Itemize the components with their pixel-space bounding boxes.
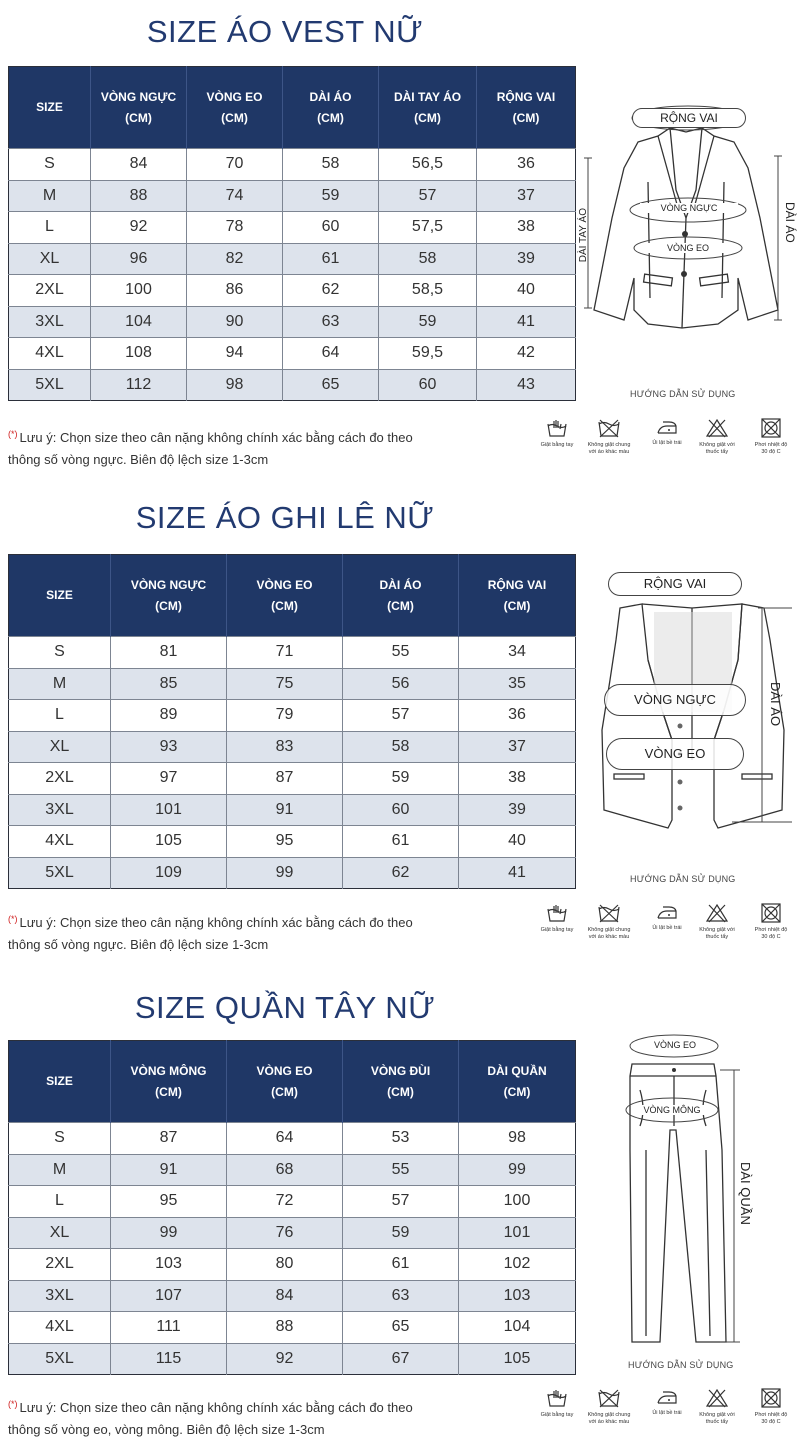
size-cell: L: [9, 700, 111, 732]
measurement-cell: 101: [459, 1217, 576, 1249]
care-label: Phơi nhiệt độ 30 độ C: [754, 927, 788, 940]
care-item: [690, 903, 744, 941]
note-line-2: thông số vòng ngực. Biên độ lệch size 1-3cm: [8, 937, 269, 952]
measurement-cell: 65: [283, 369, 379, 401]
size-cell: 5XL: [9, 857, 111, 889]
measurement-cell: 40: [477, 275, 576, 307]
no-wash-with-colors-icon: [582, 903, 636, 923]
size-cell: M: [9, 668, 111, 700]
measurement-cell: 59: [283, 180, 379, 212]
care-item: [690, 418, 744, 456]
size-cell: 3XL: [9, 1280, 111, 1312]
trousers-length-label: DÀI QUẦN: [738, 1162, 753, 1225]
measurement-cell: 99: [459, 1154, 576, 1186]
table-row: [9, 180, 576, 212]
table-row: [9, 243, 576, 275]
column-header: DÀI QUẦN (CM): [459, 1041, 576, 1123]
table-row: [9, 275, 576, 307]
measurement-cell: 89: [111, 700, 227, 732]
care-label: Ủi lật bề trái: [652, 1410, 682, 1416]
iron-reverse-icon: [640, 418, 694, 436]
measurement-cell: 62: [283, 275, 379, 307]
no-bleach-icon: [690, 903, 744, 923]
care-instructions: [530, 1388, 798, 1432]
measurement-cell: 81: [111, 637, 227, 669]
care-item: [640, 1388, 694, 1417]
measurement-cell: 37: [477, 180, 576, 212]
measurement-cell: 78: [187, 212, 283, 244]
measurement-cell: 93: [111, 731, 227, 763]
measurement-cell: 59: [379, 306, 477, 338]
measurement-cell: 87: [227, 763, 343, 795]
care-item: [640, 903, 694, 932]
measurement-cell: 58: [343, 731, 459, 763]
waist-label: VÒNG EO: [646, 243, 730, 253]
measurement-cell: 42: [477, 338, 576, 370]
measurement-cell: 38: [459, 763, 576, 795]
size-cell: 2XL: [9, 1249, 111, 1281]
dry-30-degrees-icon: [744, 903, 798, 923]
table-row: [9, 826, 576, 858]
size-cell: M: [9, 1154, 111, 1186]
care-label: Ủi lật bề trái: [652, 925, 682, 931]
measurement-cell: 102: [459, 1249, 576, 1281]
note-line-1: Lưu ý: Chọn size theo cân nặng không chính xác bằng cách đo theo: [19, 430, 413, 445]
measurement-cell: 55: [343, 637, 459, 669]
table-row: [9, 1249, 576, 1281]
note-asterisk: (*): [8, 914, 18, 924]
column-header: RỘNG VAI (CM): [477, 67, 576, 149]
column-header: SIZE: [9, 555, 111, 637]
column-header: VÒNG ĐÙI (CM): [343, 1041, 459, 1123]
measurement-cell: 105: [459, 1343, 576, 1375]
measurement-cell: 60: [283, 212, 379, 244]
measurement-cell: 100: [459, 1186, 576, 1218]
measurement-cell: 104: [91, 306, 187, 338]
measurement-cell: 65: [343, 1312, 459, 1344]
table-row: [9, 857, 576, 889]
size-cell: 4XL: [9, 338, 91, 370]
measurement-cell: 59: [343, 763, 459, 795]
measurement-cell: 57: [343, 700, 459, 732]
measurement-cell: 97: [111, 763, 227, 795]
care-label: Không giặt với thuốc tẩy: [699, 442, 735, 455]
measurement-cell: 53: [343, 1123, 459, 1155]
care-item: [582, 903, 636, 941]
dry-30-degrees-icon: [744, 418, 798, 438]
care-item: [530, 418, 584, 449]
care-item: [640, 418, 694, 447]
vest-illustration: [578, 98, 800, 338]
measurement-cell: 76: [227, 1217, 343, 1249]
care-item: [690, 1388, 744, 1426]
measurement-cell: 115: [111, 1343, 227, 1375]
measurement-cell: 88: [91, 180, 187, 212]
table-row: [9, 306, 576, 338]
measurement-cell: 37: [459, 731, 576, 763]
measurement-cell: 91: [111, 1154, 227, 1186]
trousers-size-note: [8, 1397, 478, 1441]
dry-30-degrees-icon: [744, 1388, 798, 1408]
size-cell: S: [9, 149, 91, 181]
measurement-cell: 56: [343, 668, 459, 700]
measurement-cell: 41: [477, 306, 576, 338]
size-cell: 5XL: [9, 1343, 111, 1375]
size-cell: XL: [9, 243, 91, 275]
measurement-cell: 36: [477, 149, 576, 181]
measurement-cell: 105: [111, 826, 227, 858]
usage-guide-title: HƯỚNG DẪN SỬ DỤNG: [628, 1360, 734, 1370]
no-bleach-icon: [690, 1388, 744, 1408]
note-line-1: Lưu ý: Chọn size theo cân nặng không chính xác bằng cách đo theo: [19, 915, 413, 930]
table-row: [9, 1217, 576, 1249]
measurement-cell: 104: [459, 1312, 576, 1344]
care-label: Không giặt với thuốc tẩy: [699, 927, 735, 940]
column-header: SIZE: [9, 1041, 111, 1123]
table-header-row: [9, 1041, 576, 1123]
measurement-cell: 67: [343, 1343, 459, 1375]
measurement-cell: 86: [187, 275, 283, 307]
measurement-cell: 62: [343, 857, 459, 889]
size-cell: 5XL: [9, 369, 91, 401]
table-row: [9, 1186, 576, 1218]
trousers-illustration: [610, 1030, 800, 1350]
care-instructions: [530, 903, 798, 947]
size-cell: 3XL: [9, 794, 111, 826]
measurement-cell: 100: [91, 275, 187, 307]
measurement-cell: 36: [459, 700, 576, 732]
table-row: [9, 1280, 576, 1312]
measurement-cell: 38: [477, 212, 576, 244]
measurement-cell: 61: [283, 243, 379, 275]
column-header: SIZE: [9, 67, 91, 149]
waistcoat-figure: [592, 560, 797, 830]
measurement-cell: 103: [111, 1249, 227, 1281]
measurement-cell: 57: [343, 1186, 459, 1218]
no-wash-with-colors-icon: [582, 418, 636, 438]
table-row: [9, 731, 576, 763]
hand-wash-icon: [530, 903, 584, 923]
column-header: VÒNG EO (CM): [227, 555, 343, 637]
care-label: Không giặt chung với áo khác màu: [587, 442, 631, 455]
measurement-cell: 109: [111, 857, 227, 889]
column-header: DÀI ÁO (CM): [343, 555, 459, 637]
table-row: [9, 700, 576, 732]
measurement-cell: 98: [187, 369, 283, 401]
measurement-cell: 84: [91, 149, 187, 181]
waist-label: VÒNG EO: [606, 738, 744, 770]
chest-label: VÒNG NGỰC: [640, 203, 738, 213]
table-row: [9, 1312, 576, 1344]
measurement-cell: 63: [343, 1280, 459, 1312]
measurement-cell: 61: [343, 1249, 459, 1281]
care-label: Phơi nhiệt độ 30 độ C: [754, 442, 788, 455]
measurement-cell: 84: [227, 1280, 343, 1312]
size-cell: 4XL: [9, 1312, 111, 1344]
sleeve-length-label: DÀI TAY ÁO: [578, 208, 589, 263]
measurement-cell: 101: [111, 794, 227, 826]
measurement-cell: 40: [459, 826, 576, 858]
measurement-cell: 35: [459, 668, 576, 700]
iron-reverse-icon: [640, 1388, 694, 1406]
measurement-cell: 64: [283, 338, 379, 370]
note-line-2: thông số vòng ngực. Biên độ lệch size 1-3cm: [8, 452, 269, 467]
length-label: DÀI ÁO: [768, 682, 783, 727]
care-item: [530, 903, 584, 934]
care-label: Không giặt chung với áo khác màu: [587, 927, 631, 940]
note-asterisk: (*): [8, 1399, 18, 1409]
size-cell: XL: [9, 1217, 111, 1249]
column-header: DÀI ÁO (CM): [283, 67, 379, 149]
hand-wash-icon: [530, 1388, 584, 1408]
measurement-cell: 58: [379, 243, 477, 275]
column-header: DÀI TAY ÁO (CM): [379, 67, 477, 149]
measurement-cell: 43: [477, 369, 576, 401]
hip-label: VÒNG MÔNG: [636, 1105, 708, 1115]
iron-reverse-icon: [640, 903, 694, 921]
measurement-cell: 85: [111, 668, 227, 700]
column-header: VÒNG EO (CM): [227, 1041, 343, 1123]
note-line-2: thông số vòng eo, vòng mông. Biên độ lệch size 1-3cm: [8, 1422, 325, 1437]
measurement-cell: 60: [343, 794, 459, 826]
measurement-cell: 57,5: [379, 212, 477, 244]
measurement-cell: 108: [91, 338, 187, 370]
measurement-cell: 79: [227, 700, 343, 732]
care-item: [744, 418, 798, 456]
care-label: Giặt bằng tay: [540, 927, 574, 933]
measurement-cell: 94: [187, 338, 283, 370]
trousers-size-table: [8, 1040, 576, 1375]
table-row: [9, 763, 576, 795]
measurement-cell: 83: [227, 731, 343, 763]
care-item: [582, 1388, 636, 1426]
measurement-cell: 95: [227, 826, 343, 858]
size-cell: S: [9, 637, 111, 669]
care-label: Phơi nhiệt độ 30 độ C: [754, 1412, 788, 1425]
table-row: [9, 212, 576, 244]
size-cell: XL: [9, 731, 111, 763]
measurement-cell: 57: [379, 180, 477, 212]
size-cell: L: [9, 1186, 111, 1218]
table-row: [9, 369, 576, 401]
measurement-cell: 96: [91, 243, 187, 275]
measurement-cell: 112: [91, 369, 187, 401]
measurement-cell: 60: [379, 369, 477, 401]
measurement-cell: 92: [91, 212, 187, 244]
column-header: VÒNG MÔNG (CM): [111, 1041, 227, 1123]
size-cell: 3XL: [9, 306, 91, 338]
column-header: VÒNG NGỰC (CM): [111, 555, 227, 637]
table-header-row: [9, 555, 576, 637]
waistcoat-size-note: [8, 912, 478, 956]
care-label: Giặt bằng tay: [540, 442, 574, 448]
measurement-cell: 41: [459, 857, 576, 889]
measurement-cell: 64: [227, 1123, 343, 1155]
measurement-cell: 107: [111, 1280, 227, 1312]
table-row: [9, 149, 576, 181]
measurement-cell: 61: [343, 826, 459, 858]
care-item: [744, 1388, 798, 1426]
care-label: Không giặt chung với áo khác màu: [587, 1412, 631, 1425]
size-cell: 4XL: [9, 826, 111, 858]
measurement-cell: 59: [343, 1217, 459, 1249]
size-cell: 2XL: [9, 275, 91, 307]
size-cell: 2XL: [9, 763, 111, 795]
measurement-cell: 103: [459, 1280, 576, 1312]
measurement-cell: 71: [227, 637, 343, 669]
measurement-cell: 58,5: [379, 275, 477, 307]
measurement-cell: 99: [227, 857, 343, 889]
trousers-title: SIZE QUẦN TÂY NỮ: [134, 990, 436, 1025]
measurement-cell: 75: [227, 668, 343, 700]
measurement-cell: 87: [111, 1123, 227, 1155]
no-bleach-icon: [690, 418, 744, 438]
column-header: VÒNG NGỰC (CM): [91, 67, 187, 149]
care-label: Ủi lật bề trái: [652, 440, 682, 446]
vest-title: SIZE ÁO VEST NỮ: [146, 14, 424, 49]
measurement-cell: 58: [283, 149, 379, 181]
shoulder-width-label: RỘNG VAI: [608, 572, 742, 596]
measurement-cell: 88: [227, 1312, 343, 1344]
measurement-cell: 56,5: [379, 149, 477, 181]
column-header: RỘNG VAI (CM): [459, 555, 576, 637]
table-row: [9, 637, 576, 669]
care-item: [582, 418, 636, 456]
care-item: [744, 903, 798, 941]
size-cell: S: [9, 1123, 111, 1155]
vest-size-table: [8, 66, 576, 401]
measurement-cell: 39: [459, 794, 576, 826]
note-asterisk: (*): [8, 429, 18, 439]
hand-wash-icon: [530, 418, 584, 438]
measurement-cell: 82: [187, 243, 283, 275]
table-row: [9, 794, 576, 826]
measurement-cell: 72: [227, 1186, 343, 1218]
table-row: [9, 338, 576, 370]
measurement-cell: 92: [227, 1343, 343, 1375]
table-header-row: [9, 67, 576, 149]
measurement-cell: 70: [187, 149, 283, 181]
note-line-1: Lưu ý: Chọn size theo cân nặng không chính xác bằng cách đo theo: [19, 1400, 413, 1415]
usage-guide-title: HƯỚNG DẪN SỬ DỤNG: [630, 874, 736, 884]
jacket-length-label: DÀI ÁO: [783, 202, 797, 243]
measurement-cell: 34: [459, 637, 576, 669]
measurement-cell: 91: [227, 794, 343, 826]
measurement-cell: 68: [227, 1154, 343, 1186]
size-cell: L: [9, 212, 91, 244]
size-cell: M: [9, 180, 91, 212]
column-header: VÒNG EO (CM): [187, 67, 283, 149]
measurement-cell: 59,5: [379, 338, 477, 370]
trousers-figure: [610, 1030, 800, 1350]
no-wash-with-colors-icon: [582, 1388, 636, 1408]
measurement-cell: 111: [111, 1312, 227, 1344]
measurement-cell: 99: [111, 1217, 227, 1249]
measurement-cell: 39: [477, 243, 576, 275]
table-row: [9, 1343, 576, 1375]
usage-guide-title: HƯỚNG DẪN SỬ DỤNG: [630, 389, 736, 399]
care-label: Giặt bằng tay: [540, 1412, 574, 1418]
table-row: [9, 1154, 576, 1186]
chest-label: VÒNG NGỰC: [604, 684, 746, 716]
care-label: Không giặt với thuốc tẩy: [699, 1412, 735, 1425]
table-row: [9, 668, 576, 700]
care-instructions: [530, 418, 798, 462]
shoulder-width-label: RỘNG VAI: [632, 108, 746, 128]
care-item: [530, 1388, 584, 1419]
vest-waistcoat-title: SIZE ÁO GHI LÊ NỮ: [135, 500, 435, 535]
table-row: [9, 1123, 576, 1155]
measurement-cell: 74: [187, 180, 283, 212]
measurement-cell: 90: [187, 306, 283, 338]
measurement-cell: 80: [227, 1249, 343, 1281]
measurement-cell: 98: [459, 1123, 576, 1155]
measurement-cell: 55: [343, 1154, 459, 1186]
waistcoat-size-table: [8, 554, 576, 889]
measurement-cell: 95: [111, 1186, 227, 1218]
vest-figure: [578, 98, 800, 338]
waist-label: VÒNG EO: [640, 1040, 710, 1050]
measurement-cell: 63: [283, 306, 379, 338]
vest-size-note: [8, 427, 478, 471]
